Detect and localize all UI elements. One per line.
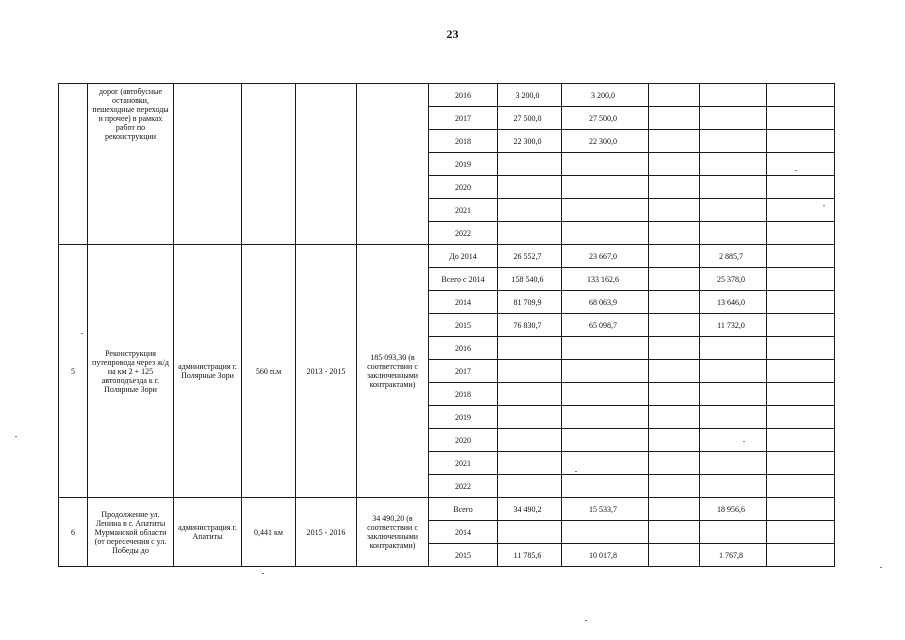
- amount-cell: [649, 130, 700, 153]
- year-cell: 2015: [429, 314, 498, 337]
- total-amount-cell: 158 540,6: [498, 268, 562, 291]
- capacity-cell: 560 п.м: [242, 245, 296, 498]
- regional-budget-cell: [562, 406, 649, 429]
- regional-budget-cell: [562, 429, 649, 452]
- regional-budget-cell: [562, 337, 649, 360]
- total-amount-cell: [498, 406, 562, 429]
- amount-cell: [649, 498, 700, 521]
- amount-cell: [649, 475, 700, 498]
- amount-cell: [649, 360, 700, 383]
- scan-speck: [880, 567, 882, 568]
- amount-cell: [767, 130, 835, 153]
- amount-cell: [649, 314, 700, 337]
- amount-cell: [649, 107, 700, 130]
- local-budget-cell: [700, 222, 767, 245]
- regional-budget-cell: 22 300,0: [562, 130, 649, 153]
- local-budget-cell: 2 885,7: [700, 245, 767, 268]
- total-amount-cell: [498, 176, 562, 199]
- year-cell: 2020: [429, 429, 498, 452]
- total-amount-cell: [498, 153, 562, 176]
- regional-budget-cell: 15 533,7: [562, 498, 649, 521]
- local-budget-cell: 18 956,6: [700, 498, 767, 521]
- amount-cell: [649, 84, 700, 107]
- total-amount-cell: 26 552,7: [498, 245, 562, 268]
- regional-budget-cell: [562, 199, 649, 222]
- local-budget-cell: [700, 521, 767, 544]
- project-name-cell: Продолжение ул. Ленина в г. Апатиты Мурманской области (от пересечения с ул. Победы до: [88, 498, 174, 567]
- year-cell: 2016: [429, 337, 498, 360]
- amount-cell: [649, 521, 700, 544]
- total-amount-cell: 27 500,0: [498, 107, 562, 130]
- amount-cell: [649, 245, 700, 268]
- year-cell: 2022: [429, 475, 498, 498]
- amount-cell: [649, 337, 700, 360]
- total-amount-cell: [498, 452, 562, 475]
- amount-cell: [649, 199, 700, 222]
- local-budget-cell: 13 646,0: [700, 291, 767, 314]
- amount-cell: [649, 176, 700, 199]
- year-cell: 2014: [429, 521, 498, 544]
- year-cell: 2014: [429, 291, 498, 314]
- amount-cell: [649, 406, 700, 429]
- total-amount-cell: 3 200,0: [498, 84, 562, 107]
- year-cell: Всего с 2014: [429, 268, 498, 291]
- amount-cell: [767, 176, 835, 199]
- amount-cell: [649, 268, 700, 291]
- amount-cell: [767, 360, 835, 383]
- amount-cell: [767, 475, 835, 498]
- regional-budget-cell: [562, 383, 649, 406]
- capacity-cell: 0,441 км: [242, 498, 296, 567]
- regional-budget-cell: 65 098,7: [562, 314, 649, 337]
- project-number-cell: 5: [59, 245, 88, 498]
- table-row: [59, 245, 835, 268]
- amount-cell: [767, 153, 835, 176]
- amount-cell: [649, 222, 700, 245]
- total-amount-cell: [498, 199, 562, 222]
- year-cell: 2018: [429, 130, 498, 153]
- year-cell: 2020: [429, 176, 498, 199]
- amount-cell: [767, 199, 835, 222]
- table-row: [59, 498, 835, 521]
- local-budget-cell: [700, 153, 767, 176]
- scan-speck: [585, 620, 587, 621]
- scan-speck: [743, 441, 745, 442]
- regional-budget-cell: 23 667,0: [562, 245, 649, 268]
- period-cell: 2013 - 2015: [296, 245, 357, 498]
- scan-speck: [81, 333, 83, 334]
- local-budget-cell: [700, 406, 767, 429]
- total-amount-cell: [498, 222, 562, 245]
- total-amount-cell: [498, 521, 562, 544]
- local-budget-cell: [700, 475, 767, 498]
- local-budget-cell: [700, 84, 767, 107]
- amount-cell: [649, 544, 700, 567]
- funding-table: [58, 83, 835, 567]
- amount-cell: [767, 544, 835, 567]
- local-budget-cell: [700, 199, 767, 222]
- amount-cell: [767, 107, 835, 130]
- total-amount-cell: [498, 383, 562, 406]
- local-budget-cell: [700, 383, 767, 406]
- page-number: 23: [446, 27, 459, 41]
- local-budget-cell: [700, 107, 767, 130]
- local-budget-cell: [700, 452, 767, 475]
- scan-speck: [795, 170, 797, 171]
- year-cell: 2021: [429, 199, 498, 222]
- regional-budget-cell: [562, 176, 649, 199]
- local-budget-cell: [700, 176, 767, 199]
- cost-cell: 34 490,20 (в соответствии с заключенными контрактами): [357, 498, 429, 567]
- regional-budget-cell: 3 200,0: [562, 84, 649, 107]
- executor-cell: администрация г. Апатиты: [174, 498, 242, 567]
- scan-speck: [575, 471, 577, 472]
- amount-cell: [767, 498, 835, 521]
- project-number-cell: 6: [59, 498, 88, 567]
- project-number-cell: [59, 84, 88, 245]
- regional-budget-cell: 133 162,6: [562, 268, 649, 291]
- period-cell: [296, 84, 357, 245]
- year-cell: До 2014: [429, 245, 498, 268]
- project-name-cell: дорог (автобусные остановки, пешеходные переходы и прочее) в рамках работ по реконструкции: [88, 84, 174, 245]
- local-budget-cell: 11 732,0: [700, 314, 767, 337]
- cost-cell: [357, 84, 429, 245]
- year-cell: 2019: [429, 406, 498, 429]
- regional-budget-cell: 27 500,0: [562, 107, 649, 130]
- year-cell: 2017: [429, 107, 498, 130]
- amount-cell: [649, 383, 700, 406]
- executor-cell: [174, 84, 242, 245]
- total-amount-cell: 76 830,7: [498, 314, 562, 337]
- amount-cell: [649, 452, 700, 475]
- regional-budget-cell: [562, 153, 649, 176]
- local-budget-cell: [700, 360, 767, 383]
- local-budget-cell: 1 767,8: [700, 544, 767, 567]
- year-cell: 2019: [429, 153, 498, 176]
- amount-cell: [767, 337, 835, 360]
- regional-budget-cell: 68 063,9: [562, 291, 649, 314]
- regional-budget-cell: [562, 360, 649, 383]
- local-budget-cell: [700, 429, 767, 452]
- local-budget-cell: [700, 130, 767, 153]
- amount-cell: [767, 268, 835, 291]
- amount-cell: [767, 291, 835, 314]
- total-amount-cell: 22 300,0: [498, 130, 562, 153]
- local-budget-cell: [700, 337, 767, 360]
- local-budget-cell: 25 378,0: [700, 268, 767, 291]
- scan-speck: [262, 573, 264, 574]
- total-amount-cell: [498, 475, 562, 498]
- regional-budget-cell: [562, 475, 649, 498]
- total-amount-cell: [498, 360, 562, 383]
- year-cell: Всего: [429, 498, 498, 521]
- total-amount-cell: 34 490,2: [498, 498, 562, 521]
- amount-cell: [767, 521, 835, 544]
- total-amount-cell: [498, 337, 562, 360]
- regional-budget-cell: [562, 521, 649, 544]
- period-cell: 2015 - 2016: [296, 498, 357, 567]
- amount-cell: [767, 222, 835, 245]
- total-amount-cell: [498, 429, 562, 452]
- year-cell: 2017: [429, 360, 498, 383]
- regional-budget-cell: 10 017,8: [562, 544, 649, 567]
- scan-speck: [823, 205, 825, 206]
- year-cell: 2016: [429, 84, 498, 107]
- project-name-cell: Реконструкция путепровода через ж/д на км 2 + 125 автоподъезда к г. Полярные Зори: [88, 245, 174, 498]
- amount-cell: [649, 429, 700, 452]
- year-cell: 2021: [429, 452, 498, 475]
- amount-cell: [649, 153, 700, 176]
- regional-budget-cell: [562, 222, 649, 245]
- table-row: [59, 84, 835, 107]
- year-cell: 2018: [429, 383, 498, 406]
- amount-cell: [767, 452, 835, 475]
- executor-cell: администрация г. Полярные Зори: [174, 245, 242, 498]
- year-cell: 2015: [429, 544, 498, 567]
- amount-cell: [649, 291, 700, 314]
- amount-cell: [767, 383, 835, 406]
- amount-cell: [767, 429, 835, 452]
- amount-cell: [767, 406, 835, 429]
- scan-speck: [15, 436, 17, 437]
- amount-cell: [767, 84, 835, 107]
- total-amount-cell: 11 785,6: [498, 544, 562, 567]
- amount-cell: [767, 314, 835, 337]
- total-amount-cell: 81 709,9: [498, 291, 562, 314]
- cost-cell: 185 093,30 (в соответствии с заключенными контрактами): [357, 245, 429, 498]
- year-cell: 2022: [429, 222, 498, 245]
- amount-cell: [767, 245, 835, 268]
- capacity-cell: [242, 84, 296, 245]
